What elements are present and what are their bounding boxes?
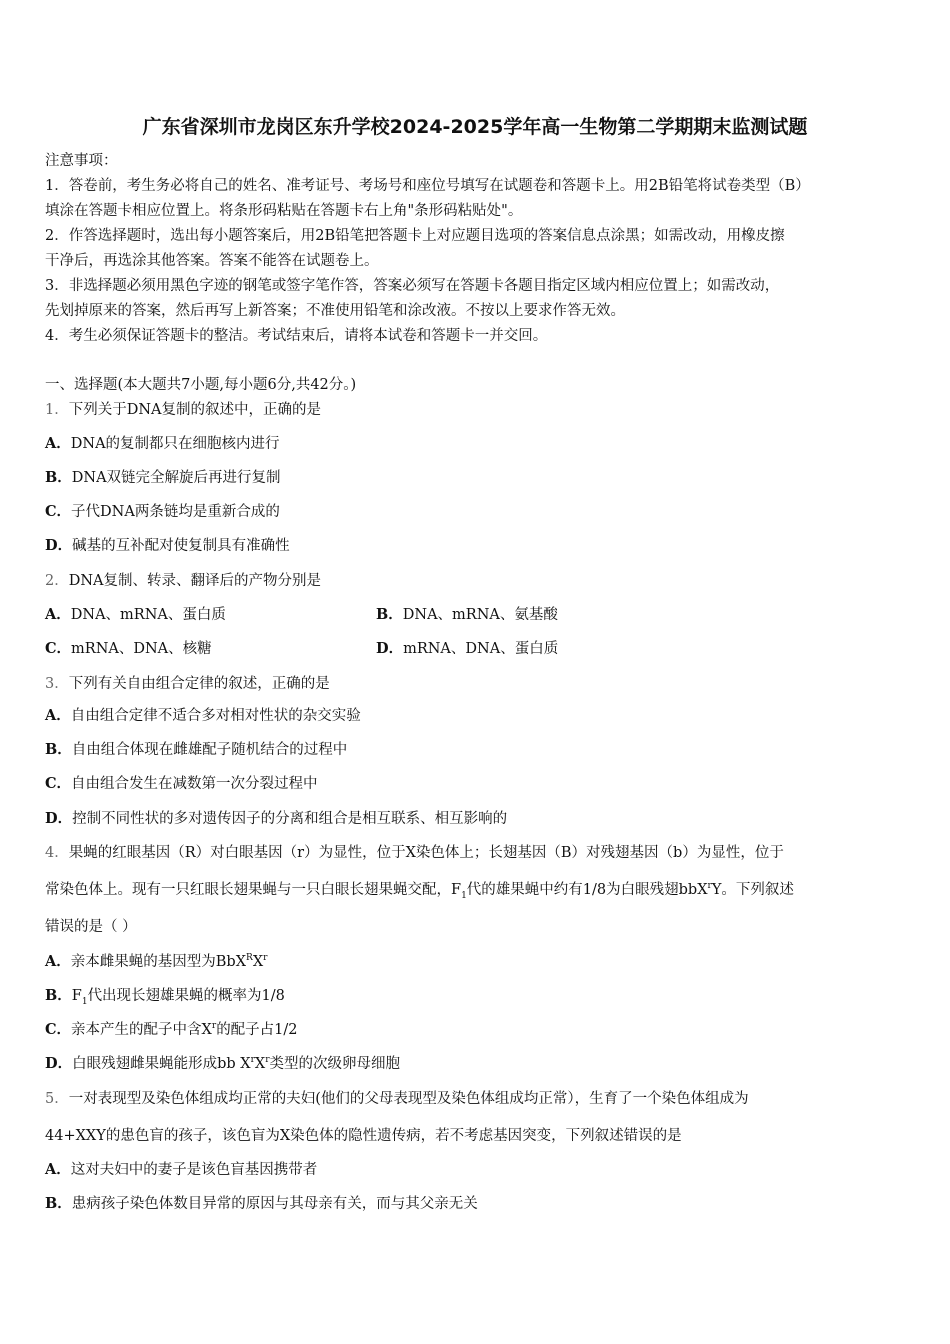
option-3d <box>45 809 507 829</box>
option-text: 亲本产生的配子中含X <box>71 1022 212 1038</box>
option-2a <box>45 605 226 625</box>
option-4d <box>45 1054 400 1074</box>
option-text: mRNA、DNA、核糖 <box>71 641 212 657</box>
option-label: A． <box>45 606 71 623</box>
question-stem: 下列有关自由组合定律的叙述，正确的是 <box>68 676 330 692</box>
question-2 <box>45 571 321 591</box>
option-text: 的配子占1/2 <box>216 1022 298 1038</box>
option-text: 子代DNA两条链均是重新合成的 <box>71 504 280 520</box>
option-3a <box>45 706 361 726</box>
option-label: D． <box>45 810 73 827</box>
option-text: 代出现长翅雄果蝇的概率为1/8 <box>87 988 285 1004</box>
option-label: A． <box>45 1161 71 1178</box>
option-text: 患病孩子染色体数目异常的原因与其母亲有关，而与其父亲无关 <box>71 1196 478 1212</box>
section-heading: 一、选择题(本大题共7小题,每小题6分,共42分。) <box>45 377 357 393</box>
stem-text: 代的雄果蝇中约有1/8为白眼残翅bbX <box>466 882 708 898</box>
option-2c <box>45 639 212 659</box>
option-label: A． <box>45 953 71 970</box>
notice-line: 1．答卷前，考生务必将自己的姓名、准考证号、考场号和座位号填写在试题卷和答题卡上。用2B铅笔将试卷类型（B） <box>45 178 810 194</box>
option-label: A． <box>45 435 71 452</box>
option-text: X <box>252 954 264 970</box>
option-text: 控制不同性状的多对遗传因子的分离和组合是相互联系、相互影响的 <box>72 811 508 827</box>
option-label: D． <box>376 640 404 657</box>
question-number: 1． <box>45 402 69 418</box>
option-label: B． <box>376 606 403 623</box>
question-5 <box>45 1089 749 1109</box>
option-label: C． <box>45 640 72 657</box>
option-label: A． <box>45 707 71 724</box>
subscript: 1 <box>461 890 467 901</box>
question-number: 5． <box>45 1091 69 1107</box>
option-label: C． <box>45 503 72 520</box>
notice-line: 填涂在答题卡相应位置上。将条形码粘贴在答题卡右上角"条形码粘贴处"。 <box>45 203 523 219</box>
option-label: B． <box>45 469 72 486</box>
page-title: 广东省深圳市龙岗区东升学校2024-2025学年高一生物第二学期期末监测试题 <box>142 116 808 138</box>
question-1 <box>45 400 321 420</box>
superscript: r <box>265 1055 270 1066</box>
subscript: 1 <box>81 996 88 1007</box>
option-label: B． <box>45 741 72 758</box>
notice-line: 先划掉原来的答案，然后再写上新答案；不准使用铅笔和涂改液。不按以上要求作答无效。 <box>45 303 625 319</box>
notice-line: 3．非选择题必须用黑色字迹的钢笔或签字笔作答，答案必须写在答题卡各题目指定区域内相应位置上；如需改动， <box>45 278 780 294</box>
question-4-line-2 <box>45 880 794 900</box>
question-4 <box>45 843 784 863</box>
option-label: B． <box>45 987 72 1004</box>
option-text: X <box>254 1056 266 1072</box>
notice-line: 2．作答选择题时，选出每小题答案后，用2B铅笔把答题卡上对应题目选项的答案信息点涂黑；如需改动，用橡皮擦 <box>45 228 785 244</box>
question-4-line-3: 错误的是（ ） <box>45 919 137 935</box>
question-number: 2． <box>45 573 69 589</box>
superscript: r <box>263 953 268 964</box>
option-text: DNA、mRNA、氨基酸 <box>402 607 558 623</box>
option-text: DNA双链完全解旋后再进行复制 <box>71 470 281 486</box>
option-text: 这对夫妇中的妻子是该色盲基因携带者 <box>70 1162 318 1178</box>
question-stem: DNA复制、转录、翻译后的产物分别是 <box>68 573 322 589</box>
notice-heading: 注意事项： <box>45 153 118 169</box>
option-text: F <box>71 988 82 1004</box>
option-5b <box>45 1194 478 1214</box>
notice-line: 干净后，再选涂其他答案。答案不能答在试题卷上。 <box>45 253 379 269</box>
option-label: C． <box>45 1021 72 1038</box>
option-text: DNA的复制都只在细胞核内进行 <box>70 436 280 452</box>
option-2d <box>376 639 558 659</box>
option-5a <box>45 1160 317 1180</box>
question-number: 3． <box>45 676 69 692</box>
option-1d <box>45 536 290 556</box>
option-2b <box>376 605 558 625</box>
option-4c <box>45 1020 298 1040</box>
stem-text: Y。下列叙述 <box>711 882 794 898</box>
option-1c <box>45 502 280 522</box>
stem-text: 常染色体上。现有一只红眼长翅果蝇与一只白眼长翅果蝇交配，F <box>45 882 462 898</box>
option-text: 碱基的互补配对使复制具有准确性 <box>72 538 290 554</box>
question-number: 4． <box>45 845 69 861</box>
option-3b <box>45 740 347 760</box>
option-text: DNA、mRNA、蛋白质 <box>70 607 226 623</box>
option-text: 自由组合定律不适合多对相对性状的杂交实验 <box>70 708 361 724</box>
option-label: B． <box>45 1195 72 1212</box>
superscript: r <box>211 1021 217 1032</box>
option-1a <box>45 434 280 454</box>
option-text: mRNA、DNA、蛋白质 <box>403 641 559 657</box>
superscript: r <box>707 881 712 892</box>
option-text: 白眼残翅雌果蝇能形成bb X <box>72 1056 251 1072</box>
option-text: 亲本雌果蝇的基因型为BbX <box>70 954 247 970</box>
option-label: D． <box>45 1055 73 1072</box>
question-stem: 下列关于DNA复制的叙述中，正确的是 <box>68 402 322 418</box>
option-text: 自由组合发生在减数第一次分裂过程中 <box>71 776 318 792</box>
superscript: r <box>250 1055 255 1066</box>
question-stem-line-1: 果蝇的红眼基因（R）对白眼基因（r）为显性，位于X染色体上；长翅基因（B）对残翅基因（b）为显性，位于 <box>68 845 784 861</box>
option-text: 类型的次级卵母细胞 <box>269 1056 401 1072</box>
option-1b <box>45 468 281 488</box>
option-label: C． <box>45 775 72 792</box>
question-5-line-2: 44+XXY的患色盲的孩子，该色盲为X染色体的隐性遗传病，若不考虑基因突变，下列叙述错误的是 <box>45 1128 682 1144</box>
question-3 <box>45 674 330 694</box>
superscript: R <box>246 953 253 964</box>
notice-line: 4．考生必须保证答题卡的整洁。考试结束后，请将本试卷和答题卡一并交回。 <box>45 328 548 344</box>
option-text: 自由组合体现在雌雄配子随机结合的过程中 <box>71 742 348 758</box>
question-stem-line-1: 一对表现型及染色体组成均正常的夫妇(他们的父母表现型及染色体组成均正常），生育了一个染色体组成为 <box>68 1091 749 1107</box>
option-label: D． <box>45 537 73 554</box>
option-4b <box>45 986 285 1006</box>
option-3c <box>45 774 318 794</box>
option-4a <box>45 952 267 972</box>
